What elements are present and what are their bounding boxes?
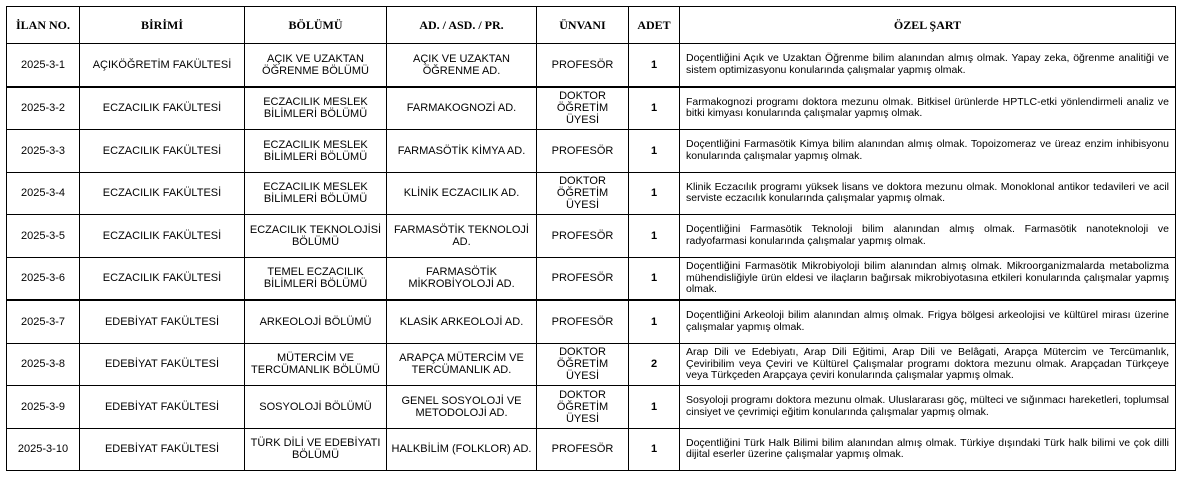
cell-ad: KLİNİK ECZACILIK AD.: [387, 172, 537, 215]
cell-bolumu: ECZACILIK MESLEK BİLİMLERİ BÖLÜMÜ: [245, 87, 387, 130]
cell-adet: 1: [629, 130, 680, 173]
cell-ilan-no: 2025-3-7: [7, 300, 80, 343]
cell-birimi: EDEBİYAT FAKÜLTESİ: [80, 343, 245, 386]
cell-adet: 1: [629, 87, 680, 130]
cell-ozel-sart: Doçentliğini Arkeoloji bilim alanından almış olmak. Frigya bölgesi arkeolojisi ve kültürel mirası üzerine çalışmalar yapmış olmak.: [680, 300, 1176, 343]
cell-ad: KLASİK ARKEOLOJİ AD.: [387, 300, 537, 343]
cell-adet: 1: [629, 44, 680, 87]
cell-ozel-sart: Farmakognozi programı doktora mezunu olmak. Bitkisel ürünlerde HPTLC-etki yönlendirmeli analiz ve bitki kimyası konularında çalışmalar yapmış olmak.: [680, 87, 1176, 130]
cell-adet: 1: [629, 428, 680, 471]
table-row: [7, 130, 1176, 173]
cell-ozel-sart: Klinik Eczacılık programı yüksek lisans ve doktora mezunu olmak. Monoklonal antikor tedavileri ve acil serviste eczacılık konularında çalışmalar yapmış olmak.: [680, 172, 1176, 215]
cell-ad: FARMAKOGNOZİ AD.: [387, 87, 537, 130]
cell-ozel-sart: Sosyoloji programı doktora mezunu olmak. Uluslararası göç, mülteci ve sığınmacı hareketleri, toplumsal cinsiyet ve çevrimiçi eğitim konularında çalışmalar yapmış olmak.: [680, 386, 1176, 429]
cell-bolumu: MÜTERCİM VE TERCÜMANLIK BÖLÜMÜ: [245, 343, 387, 386]
cell-ilan-no: 2025-3-1: [7, 44, 80, 87]
cell-bolumu: AÇIK VE UZAKTAN ÖĞRENME BÖLÜMÜ: [245, 44, 387, 87]
cell-birimi: ECZACILIK FAKÜLTESİ: [80, 130, 245, 173]
cell-bolumu: SOSYOLOJİ BÖLÜMÜ: [245, 386, 387, 429]
cell-adet: 1: [629, 257, 680, 300]
cell-unvani: PROFESÖR: [537, 428, 629, 471]
cell-birimi: AÇIKÖĞRETİM FAKÜLTESİ: [80, 44, 245, 87]
header-adet: ADET: [629, 7, 680, 44]
cell-ilan-no: 2025-3-10: [7, 428, 80, 471]
header-ozel-sart: ÖZEL ŞART: [680, 7, 1176, 44]
header-unvani: ÜNVANI: [537, 7, 629, 44]
cell-ad: AÇIK VE UZAKTAN ÖĞRENME AD.: [387, 44, 537, 87]
cell-adet: 2: [629, 343, 680, 386]
cell-birimi: EDEBİYAT FAKÜLTESİ: [80, 428, 245, 471]
cell-ad: GENEL SOSYOLOJİ VE METODOLOJİ AD.: [387, 386, 537, 429]
cell-ozel-sart: Doçentliğini Farmasötik Kimya bilim alanından almış olmak. Topoizomeraz ve üreaz enzim inhibisyonu konularında çalışmalar yapmış olmak.: [680, 130, 1176, 173]
cell-unvani: PROFESÖR: [537, 300, 629, 343]
cell-ilan-no: 2025-3-4: [7, 172, 80, 215]
header-birimi: BİRİMİ: [80, 7, 245, 44]
cell-adet: 1: [629, 215, 680, 258]
table-row: [7, 257, 1176, 300]
cell-ilan-no: 2025-3-8: [7, 343, 80, 386]
cell-ozel-sart: Arap Dili ve Edebiyatı, Arap Dili Eğitimi, Arap Dili ve Belâgati, Arapça Mütercim ve Tercümanlık, Çeviribilim veya Çeviri ve Kültürel Çalışmalar programı doktora mezunu olmak. Arapçadan Türkçeye veya Türkçeden Arapçaya çeviri konularında çalışmalar yapmış olmak.: [680, 343, 1176, 386]
cell-ozel-sart: Doçentliğini Açık ve Uzaktan Öğrenme bilim alanından almış olmak. Yapay zeka, öğrenme analitiği ve sistem optimizasyonu konularında çalışmalar yapmış olmak.: [680, 44, 1176, 87]
cell-ilan-no: 2025-3-3: [7, 130, 80, 173]
cell-birimi: ECZACILIK FAKÜLTESİ: [80, 87, 245, 130]
cell-ad: FARMASÖTİK KİMYA AD.: [387, 130, 537, 173]
header-ilan-no: İLAN NO.: [7, 7, 80, 44]
cell-birimi: ECZACILIK FAKÜLTESİ: [80, 215, 245, 258]
cell-bolumu: ECZACILIK TEKNOLOJİSİ BÖLÜMÜ: [245, 215, 387, 258]
cell-ozel-sart: Doçentliğini Farmasötik Teknoloji bilim alanından almış olmak. Farmasötik nanoteknoloji ve radyofarmasi konularında çalışmalar yapmış olmak.: [680, 215, 1176, 258]
table-row: [7, 215, 1176, 258]
cell-ilan-no: 2025-3-9: [7, 386, 80, 429]
cell-ozel-sart: Doçentliğini Türk Halk Bilimi bilim alanından almış olmak. Türkiye dışındaki Türk halk bilimi ve çok dilli dijital eserler üzerine çalışmalar yapmış olmak.: [680, 428, 1176, 471]
cell-unvani: DOKTOR ÖĞRETİM ÜYESİ: [537, 172, 629, 215]
header-ad: AD. / ASD. / PR.: [387, 7, 537, 44]
table-row: [7, 172, 1176, 215]
cell-adet: 1: [629, 300, 680, 343]
cell-unvani: DOKTOR ÖĞRETİM ÜYESİ: [537, 87, 629, 130]
cell-unvani: DOKTOR ÖĞRETİM ÜYESİ: [537, 386, 629, 429]
table-row: [7, 343, 1176, 386]
cell-birimi: EDEBİYAT FAKÜLTESİ: [80, 300, 245, 343]
cell-unvani: PROFESÖR: [537, 130, 629, 173]
cell-bolumu: TÜRK DİLİ VE EDEBİYATI BÖLÜMÜ: [245, 428, 387, 471]
cell-ilan-no: 2025-3-5: [7, 215, 80, 258]
ilan-table: [6, 6, 1176, 471]
cell-unvani: PROFESÖR: [537, 257, 629, 300]
cell-unvani: PROFESÖR: [537, 215, 629, 258]
cell-bolumu: TEMEL ECZACILIK BİLİMLERİ BÖLÜMÜ: [245, 257, 387, 300]
cell-adet: 1: [629, 386, 680, 429]
cell-birimi: EDEBİYAT FAKÜLTESİ: [80, 386, 245, 429]
cell-unvani: PROFESÖR: [537, 44, 629, 87]
table-row: [7, 300, 1176, 343]
table-row: [7, 386, 1176, 429]
table-row: [7, 87, 1176, 130]
cell-ilan-no: 2025-3-2: [7, 87, 80, 130]
cell-bolumu: ECZACILIK MESLEK BİLİMLERİ BÖLÜMÜ: [245, 130, 387, 173]
table-row: [7, 428, 1176, 471]
cell-ilan-no: 2025-3-6: [7, 257, 80, 300]
header-bolumu: BÖLÜMÜ: [245, 7, 387, 44]
cell-ad: FARMASÖTİK TEKNOLOJİ AD.: [387, 215, 537, 258]
cell-ad: ARAPÇA MÜTERCİM VE TERCÜMANLIK AD.: [387, 343, 537, 386]
cell-birimi: ECZACILIK FAKÜLTESİ: [80, 257, 245, 300]
table-row: [7, 44, 1176, 87]
cell-ad: HALKBİLİM (FOLKLOR) AD.: [387, 428, 537, 471]
cell-ozel-sart: Doçentliğini Farmasötik Mikrobiyoloji bilim alanından almış olmak. Mikroorganizmalarda metabolizma mühendisliğiyle ürün eldesi ve ilaçların bağırsak mikrobiyotasına etkileri konularında çalışmalar yapmış olmak.: [680, 257, 1176, 300]
cell-adet: 1: [629, 172, 680, 215]
cell-unvani: DOKTOR ÖĞRETİM ÜYESİ: [537, 343, 629, 386]
cell-ad: FARMASÖTİK MİKROBİYOLOJİ AD.: [387, 257, 537, 300]
cell-birimi: ECZACILIK FAKÜLTESİ: [80, 172, 245, 215]
table-body: [7, 44, 1176, 471]
table-header-row: [7, 7, 1176, 44]
cell-bolumu: ARKEOLOJİ BÖLÜMÜ: [245, 300, 387, 343]
cell-bolumu: ECZACILIK MESLEK BİLİMLERİ BÖLÜMÜ: [245, 172, 387, 215]
